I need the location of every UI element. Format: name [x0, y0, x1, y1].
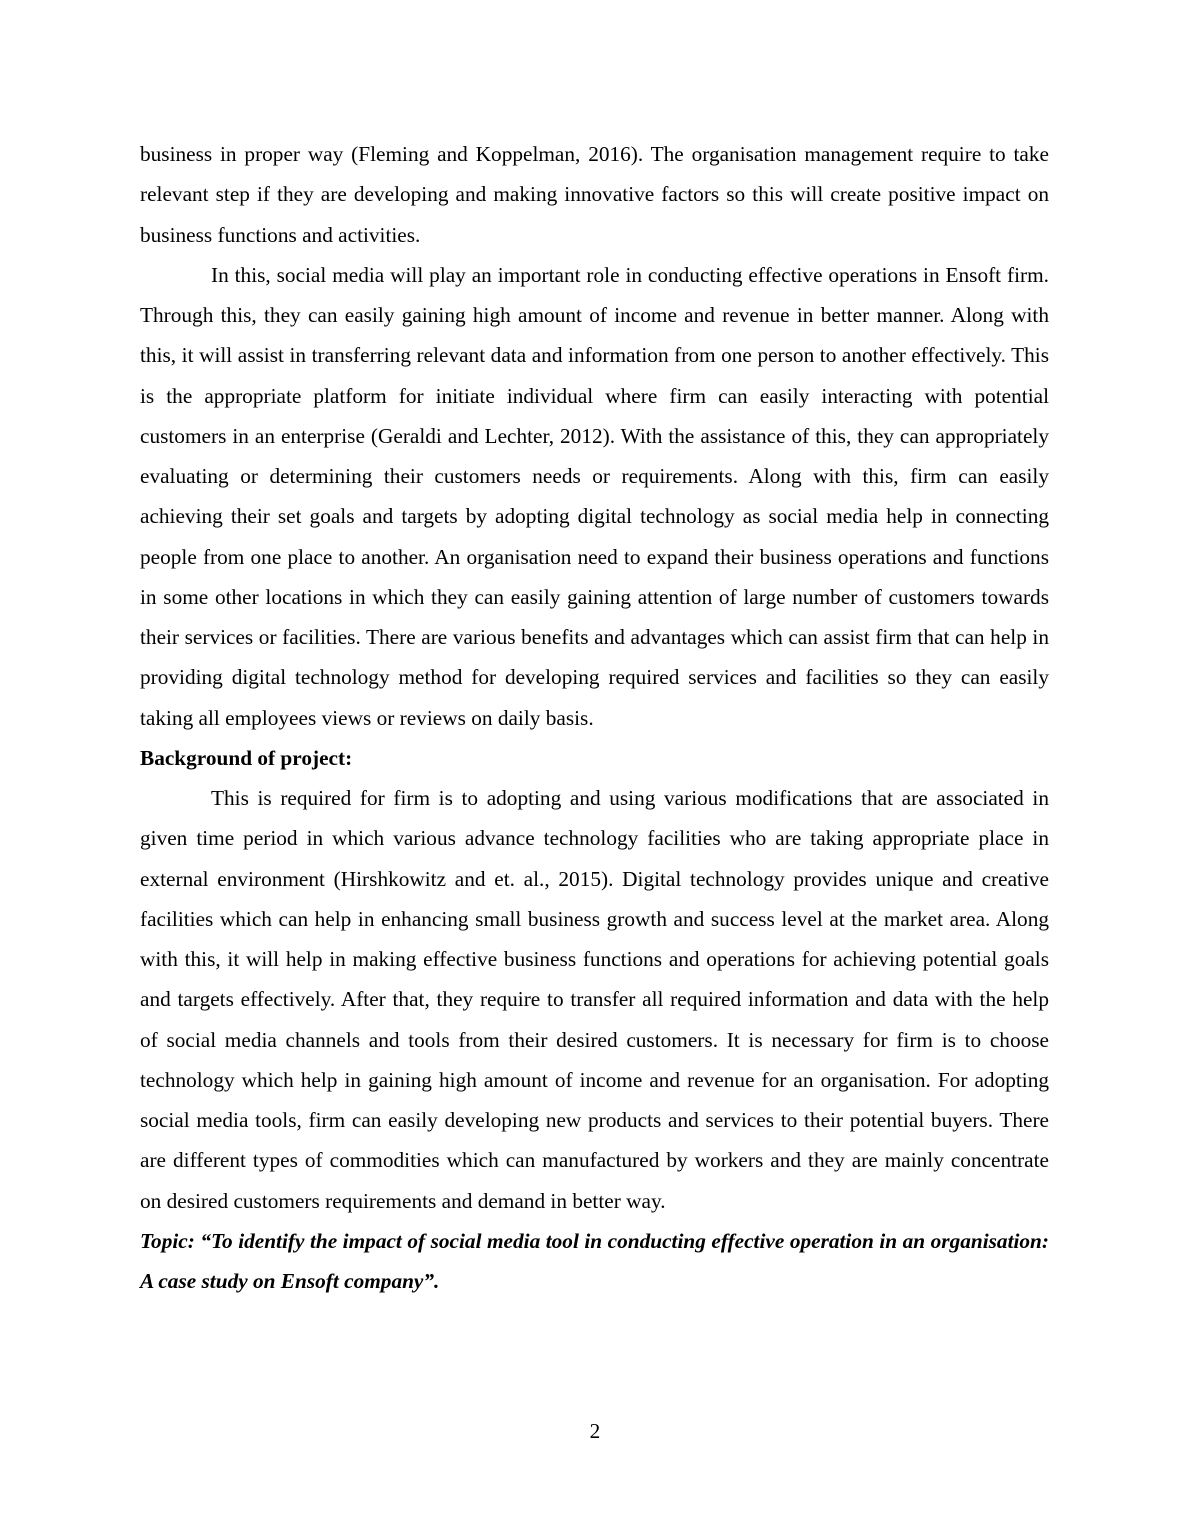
paragraph-continuation: business in proper way (Fleming and Koppelman, 2016). The organisation management require to take relevant step if they are developing and making innovative factors so this will create positive impact on business functions and activities. [140, 142, 1049, 247]
paragraph-background: This is required for firm is to adopting and using various modifications that are associated in given time period in which various advance technology facilities who are taking appropriate place in external environment (Hirshkowitz and et. al., 2015). Digital technology provides unique and creative facilities which can help in enhancing small business growth and success level at the market area. Along with this, it will help in making effective business functions and operations for achieving potential goals and targets effectively. After that, they require to transfer all required information and data with the help of social media channels and tools from their desired customers. It is necessary for firm is to choose technology which help in gaining high amount of income and revenue for an organisation. For adopting social media tools, firm can easily developing new products and services to their potential buyers. There are different types of commodities which can manufactured by workers and they are mainly concentrate on desired customers requirements and demand in better way. [140, 786, 1049, 1213]
topic-statement: Topic: “To identify the impact of social media tool in conducting effective operation in an organisation: A case study on Ensoft company”. [140, 1228, 1049, 1293]
section-heading-background: Background of project: [140, 745, 353, 770]
paragraph-social-media: In this, social media will play an important role in conducting effective operations in Ensoft firm. Through this, they can easily gaining high amount of income and revenue in better manner. Along with this, it will assist in transferring relevant data and information from one person to another effectively. This is the appropriate platform for initiate individual where firm can easily interacting with potential customers in an enterprise (Geraldi and Lechter, 2012). With the assistance of this, they can appropriately evaluating or determining their customers needs or requirements. Along with this, firm can easily achieving their set goals and targets by adopting digital technology as social media help in connecting people from one place to another. An organisation need to expand their business operations and functions in some other locations in which they can easily gaining attention of large number of customers towards their services or facilities. There are various benefits and advantages which can assist firm that can help in providing digital technology method for developing required services and facilities so they can easily taking all employees views or reviews on daily basis. [140, 262, 1049, 730]
page-body [140, 134, 1049, 1301]
page-number: 2 [589, 1419, 601, 1443]
